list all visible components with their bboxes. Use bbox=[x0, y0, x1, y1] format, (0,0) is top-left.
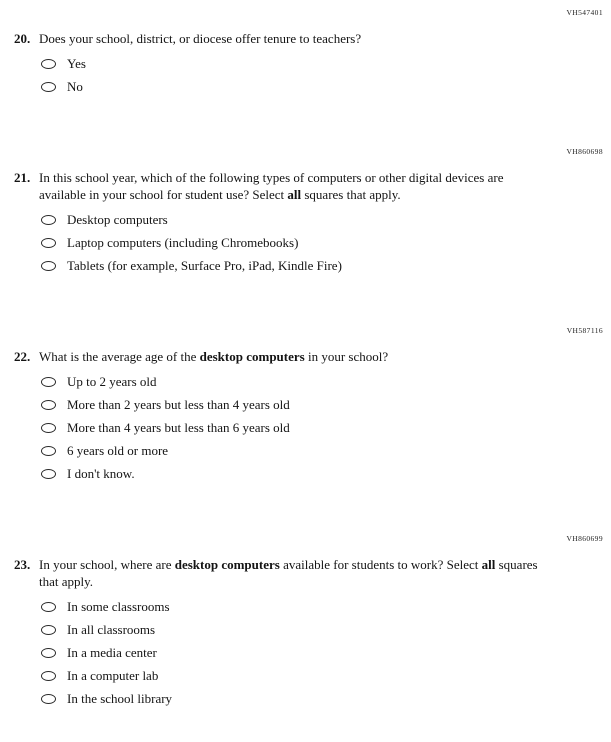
answer-oval-icon[interactable] bbox=[41, 602, 56, 612]
question-block bbox=[14, 534, 605, 707]
option-label: In a computer lab bbox=[67, 668, 159, 683]
options-list bbox=[14, 374, 605, 482]
option-label: I don't know. bbox=[67, 466, 135, 481]
option-label: In some classrooms bbox=[67, 599, 170, 614]
answer-option-row[interactable] bbox=[41, 258, 605, 274]
answer-oval-icon[interactable] bbox=[41, 625, 56, 635]
answer-option-row[interactable] bbox=[41, 599, 605, 615]
questions-container bbox=[14, 8, 605, 707]
question-number: 23. bbox=[14, 557, 31, 572]
question-row bbox=[14, 348, 605, 365]
question-text: What is the average age of the desktop computers in your school? bbox=[39, 349, 389, 364]
question-code: VH860698 bbox=[566, 147, 603, 156]
answer-option-row[interactable] bbox=[41, 79, 605, 95]
answer-oval-icon[interactable] bbox=[41, 261, 56, 271]
options-list bbox=[14, 212, 605, 274]
options-list bbox=[14, 599, 605, 707]
question-text: In your school, where are desktop computers available for students to work? Select all squares that apply. bbox=[39, 557, 538, 589]
answer-option-row[interactable] bbox=[41, 397, 605, 413]
question-block bbox=[14, 326, 605, 482]
question-row bbox=[14, 169, 605, 203]
question-row bbox=[14, 556, 605, 590]
answer-oval-icon[interactable] bbox=[41, 469, 56, 479]
answer-oval-icon[interactable] bbox=[41, 59, 56, 69]
answer-oval-icon[interactable] bbox=[41, 648, 56, 658]
option-label: In a media center bbox=[67, 645, 157, 660]
question-number: 20. bbox=[14, 31, 31, 46]
answer-option-row[interactable] bbox=[41, 212, 605, 228]
answer-option-row[interactable] bbox=[41, 443, 605, 459]
option-label: Yes bbox=[67, 56, 86, 71]
question-row bbox=[14, 30, 605, 47]
answer-oval-icon[interactable] bbox=[41, 400, 56, 410]
answer-option-row[interactable] bbox=[41, 645, 605, 661]
question-code: VH547401 bbox=[566, 8, 603, 17]
answer-oval-icon[interactable] bbox=[41, 238, 56, 248]
option-label: In the school library bbox=[67, 691, 173, 706]
answer-option-row[interactable] bbox=[41, 374, 605, 390]
answer-oval-icon[interactable] bbox=[41, 423, 56, 433]
option-label: No bbox=[67, 79, 83, 94]
option-label: In all classrooms bbox=[67, 622, 156, 637]
question-block bbox=[14, 8, 605, 95]
answer-option-row[interactable] bbox=[41, 466, 605, 482]
option-label: 6 years old or more bbox=[67, 443, 169, 458]
option-label: Up to 2 years old bbox=[67, 374, 157, 389]
question-text: In this school year, which of the following types of computers or other digital devices are available in your school for student use? Select all squares that apply. bbox=[39, 170, 504, 202]
option-label: More than 4 years but less than 6 years old bbox=[67, 420, 290, 435]
question-code: VH860699 bbox=[566, 534, 603, 543]
answer-option-row[interactable] bbox=[41, 56, 605, 72]
answer-option-row[interactable] bbox=[41, 668, 605, 684]
answer-option-row[interactable] bbox=[41, 420, 605, 436]
options-list bbox=[14, 56, 605, 95]
question-number: 21. bbox=[14, 170, 31, 185]
answer-oval-icon[interactable] bbox=[41, 82, 56, 92]
answer-oval-icon[interactable] bbox=[41, 446, 56, 456]
question-code: VH587116 bbox=[566, 326, 603, 335]
option-label: Laptop computers (including Chromebooks) bbox=[67, 235, 299, 250]
question-number: 22. bbox=[14, 349, 31, 364]
option-label: Tablets (for example, Surface Pro, iPad, Kindle Fire) bbox=[67, 258, 342, 273]
answer-option-row[interactable] bbox=[41, 691, 605, 707]
question-block bbox=[14, 147, 605, 274]
answer-option-row[interactable] bbox=[41, 235, 605, 251]
answer-oval-icon[interactable] bbox=[41, 377, 56, 387]
answer-option-row[interactable] bbox=[41, 622, 605, 638]
answer-oval-icon[interactable] bbox=[41, 215, 56, 225]
option-label: More than 2 years but less than 4 years old bbox=[67, 397, 290, 412]
option-label: Desktop computers bbox=[67, 212, 168, 227]
answer-oval-icon[interactable] bbox=[41, 671, 56, 681]
answer-oval-icon[interactable] bbox=[41, 694, 56, 704]
question-text: Does your school, district, or diocese offer tenure to teachers? bbox=[39, 31, 362, 46]
